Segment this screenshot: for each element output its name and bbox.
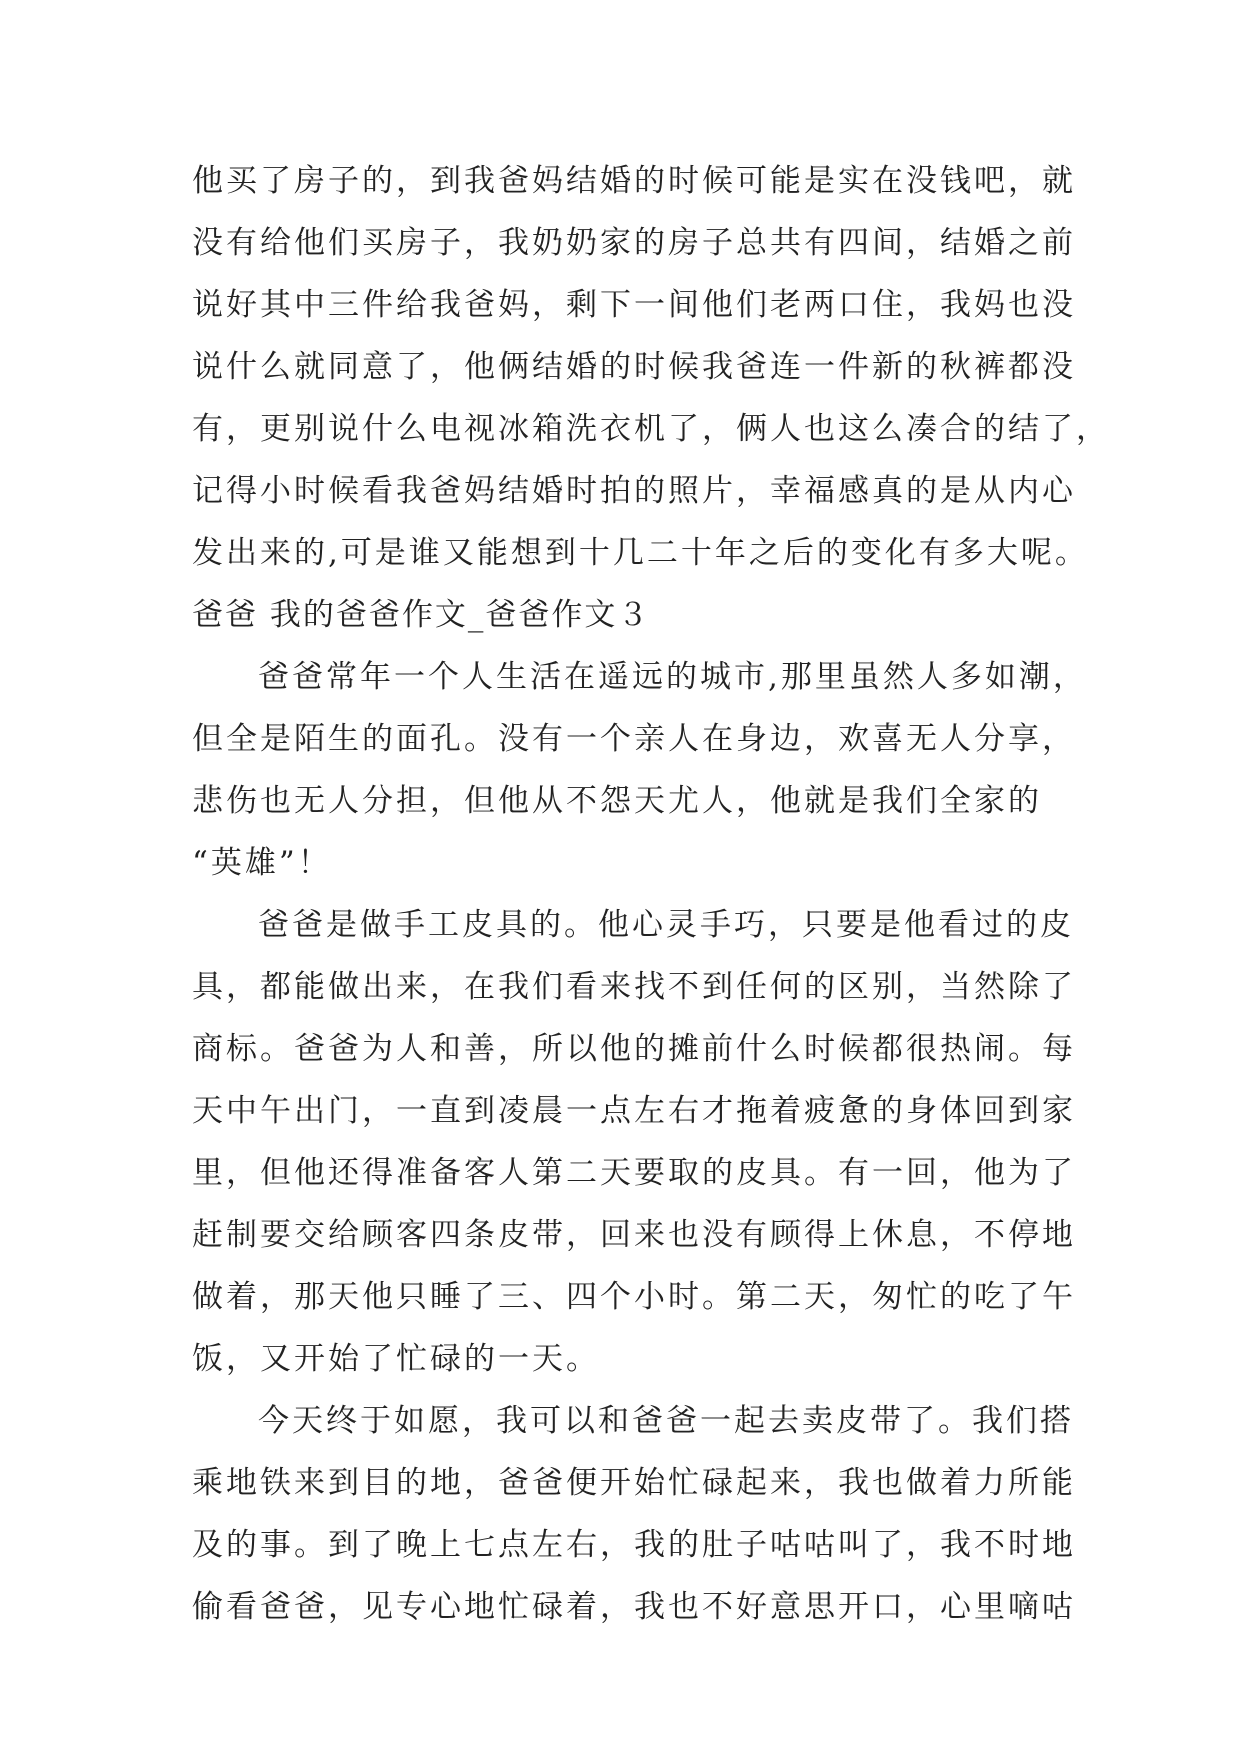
text-line: 悲伤也无人分担，但他从不怨天尤人，他就是我们全家的: [192, 783, 1042, 819]
text-line: 记得小时候看我爸妈结婚时拍的照片，幸福感真的是从内心: [192, 473, 1076, 509]
text-line: 爸爸常年一个人生活在遥远的城市,那里虽然人多如潮，: [258, 659, 1087, 695]
text-line: 商标。爸爸为人和善，所以他的摊前什么时候都很热闹。每: [192, 1031, 1076, 1067]
text-line: 具，都能做出来，在我们看来找不到任何的区别，当然除了: [192, 969, 1076, 1005]
text-line: 饭，又开始了忙碌的一天。: [192, 1341, 600, 1377]
paragraph: [192, 646, 1087, 894]
section-heading: 爸爸 我的爸爸作文_爸爸作文３: [192, 597, 651, 633]
paragraph: [192, 894, 1076, 1390]
text-line: 没有给他们买房子，我奶奶家的房子总共有四间，结婚之前: [192, 225, 1076, 261]
text-line: “英雄”！: [192, 845, 332, 881]
text-line: 说好其中三件给我爸妈，剩下一间他们老两口住，我妈也没: [192, 287, 1076, 323]
text-line: 乘地铁来到目的地，爸爸便开始忙碌起来，我也做着力所能: [192, 1465, 1076, 1501]
text-line: 做着，那天他只睡了三、四个小时。第二天，匆忙的吃了午: [192, 1279, 1076, 1315]
text-line: 今天终于如愿，我可以和爸爸一起去卖皮带了。我们搭: [258, 1403, 1074, 1439]
text-line: 天中午出门，一直到凌晨一点左右才拖着疲惫的身体回到家: [192, 1093, 1076, 1129]
text-line: 偷看爸爸，见专心地忙碌着，我也不好意思开口，心里嘀咕: [192, 1589, 1076, 1625]
text-line: 有，更别说什么电视冰箱洗衣机了，俩人也这么凑合的结了，: [192, 411, 1110, 447]
paragraph-continued: [192, 150, 1110, 584]
text-line: 里，但他还得准备客人第二天要取的皮具。有一回，他为了: [192, 1155, 1076, 1191]
text-line: 爸爸是做手工皮具的。他心灵手巧，只要是他看过的皮: [258, 907, 1074, 943]
text-line: 发出来的,可是谁又能想到十几二十年之后的变化有多大呢。: [192, 535, 1089, 571]
text-line: 但全是陌生的面孔。没有一个亲人在身边，欢喜无人分享，: [192, 721, 1076, 757]
text-line: 说什么就同意了，他俩结婚的时候我爸连一件新的秋裤都没: [192, 349, 1076, 385]
paragraph: [192, 1390, 1076, 1638]
text-line: 赶制要交给顾客四条皮带，回来也没有顾得上休息，不停地: [192, 1217, 1076, 1253]
text-line: 他买了房子的，到我爸妈结婚的时候可能是实在没钱吧，就: [192, 163, 1076, 199]
text-line: 及的事。到了晚上七点左右，我的肚子咕咕叫了，我不时地: [192, 1527, 1076, 1563]
document-page: [192, 150, 1110, 1638]
